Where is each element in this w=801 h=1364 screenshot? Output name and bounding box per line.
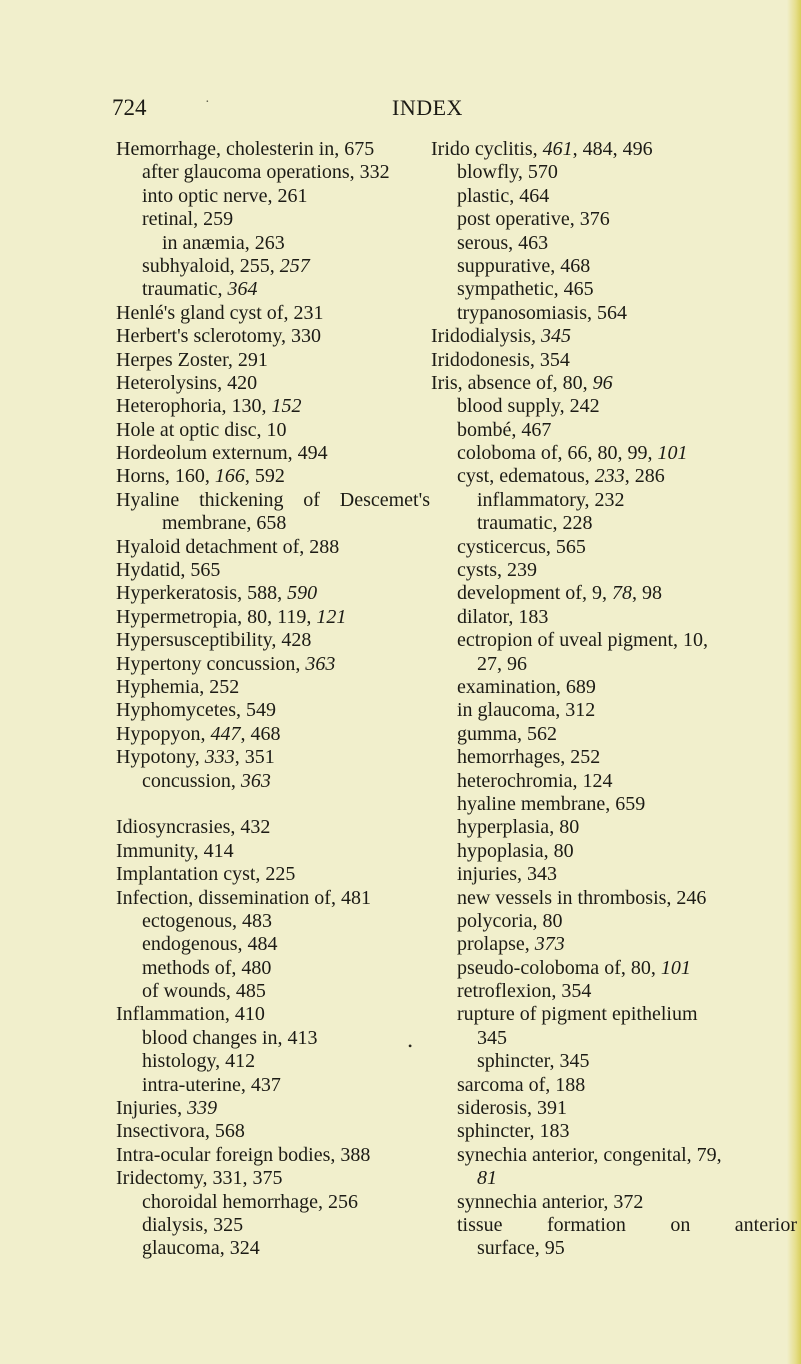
entry-text: concussion, xyxy=(142,769,241,792)
entry-italic-page: 257 xyxy=(279,254,310,277)
entry-text: sphincter, 183 xyxy=(457,1120,570,1143)
entry-text: Intra-ocular foreign bodies, 388 xyxy=(116,1143,371,1166)
index-entry xyxy=(431,395,791,418)
entry-text-after: , 484, 496 xyxy=(572,138,653,160)
entry-text: after glaucoma operations, 332 xyxy=(142,161,390,184)
index-entry xyxy=(431,1214,797,1237)
index-entry xyxy=(431,933,791,956)
entry-text: Heterophoria, 130, xyxy=(116,395,272,418)
entry-text: 27, 96 xyxy=(477,652,527,675)
entry-text: hypoplasia, 80 xyxy=(457,839,574,862)
index-entry xyxy=(431,278,791,301)
right-index-column xyxy=(431,138,797,1261)
index-entry xyxy=(116,723,461,746)
entry-text: Insectivora, 568 xyxy=(116,1120,245,1143)
index-entry xyxy=(116,138,461,161)
entry-text: Hyaline thickening of Descemet's xyxy=(116,488,430,511)
entry-text: injuries, 343 xyxy=(457,863,557,886)
entry-text: retroflexion, 354 xyxy=(457,980,592,1003)
index-entry xyxy=(116,653,461,676)
index-entry xyxy=(431,1120,791,1143)
index-entry xyxy=(431,1237,791,1260)
entry-text: traumatic, 228 xyxy=(477,512,593,535)
index-entry xyxy=(431,887,791,910)
page-title: INDEX xyxy=(392,95,463,120)
entry-text: Iridodonesis, 354 xyxy=(431,348,570,371)
index-entry xyxy=(116,442,461,465)
entry-text: Hypotony, xyxy=(116,746,205,769)
index-entry xyxy=(116,887,461,910)
entry-text: ectropion of uveal pigment, 10, xyxy=(457,629,709,652)
index-entry xyxy=(431,185,791,208)
entry-text: sphincter, 345 xyxy=(477,1050,590,1073)
index-entry xyxy=(116,770,461,793)
entry-text: hyperplasia, 80 xyxy=(457,816,580,839)
entry-text: polycoria, 80 xyxy=(457,909,563,932)
index-entry xyxy=(116,1074,461,1097)
index-entry xyxy=(431,723,791,746)
index-entry xyxy=(431,793,791,816)
entry-italic-page: 363 xyxy=(305,652,336,675)
entry-text: gumma, 562 xyxy=(457,722,557,745)
entry-text: Hypersusceptibility, 428 xyxy=(116,629,312,652)
entry-italic-page: 373 xyxy=(534,933,565,956)
index-entry xyxy=(116,465,461,488)
entry-text: Hordeolum externum, 494 xyxy=(116,442,328,465)
entry-italic-page: 364 xyxy=(227,278,258,301)
entry-italic-page: 166 xyxy=(214,465,245,488)
entry-text: synnechia anterior, 372 xyxy=(457,1190,644,1213)
entry-text: prolapse, xyxy=(457,933,535,956)
entry-text: plastic, 464 xyxy=(457,184,550,207)
entry-text: Herpes Zoster, 291 xyxy=(116,348,268,371)
index-entry xyxy=(116,1237,461,1260)
entry-text: Hyaloid detachment of, 288 xyxy=(116,535,340,558)
index-entry xyxy=(116,699,461,722)
entry-text: development of, 9, xyxy=(457,582,612,605)
entry-italic-page: 363 xyxy=(240,769,271,792)
entry-text: Hemorrhage, cholesterin in, 675 xyxy=(116,138,375,160)
index-entry xyxy=(431,863,791,886)
index-entry xyxy=(116,606,461,629)
index-entry xyxy=(116,208,461,231)
entry-italic-page: 96 xyxy=(592,371,613,394)
entry-text: Iridodialysis, xyxy=(431,325,541,348)
header-dot: · xyxy=(205,95,210,110)
entry-italic-page: 101 xyxy=(657,442,688,465)
index-entry xyxy=(431,676,791,699)
entry-text: tissue formation on anterior xyxy=(457,1213,797,1236)
index-entry xyxy=(431,1050,791,1073)
index-entry xyxy=(431,770,791,793)
entry-text: Inflammation, 410 xyxy=(116,1003,265,1026)
entry-italic-page: 590 xyxy=(287,582,318,605)
entry-text: Henlé's gland cyst of, 231 xyxy=(116,301,324,324)
entry-text: hyaline membrane, 659 xyxy=(457,792,646,815)
index-entry xyxy=(116,255,461,278)
index-entry xyxy=(431,489,791,512)
index-entry xyxy=(116,395,461,418)
entry-text: Implantation cyst, 225 xyxy=(116,863,296,886)
index-entry xyxy=(116,489,430,512)
index-entry xyxy=(116,582,461,605)
index-entry xyxy=(431,1097,791,1120)
entry-italic-page: 461 xyxy=(542,138,573,160)
entry-text: 345 xyxy=(477,1026,507,1049)
entry-text: Hydatid, 565 xyxy=(116,559,221,582)
index-entry xyxy=(431,536,791,559)
index-entry xyxy=(116,419,461,442)
index-entry xyxy=(431,606,791,629)
index-entry xyxy=(431,161,791,184)
entry-text-after: , 98 xyxy=(631,582,662,605)
index-entry xyxy=(431,1167,791,1190)
page-number: 724 xyxy=(112,95,147,120)
entry-text: trypanosomiasis, 564 xyxy=(457,301,627,324)
entry-text: post operative, 376 xyxy=(457,208,610,231)
index-entry xyxy=(116,816,461,839)
entry-text: endogenous, 484 xyxy=(142,933,278,956)
index-entry xyxy=(431,1027,791,1050)
entry-text: histology, 412 xyxy=(142,1050,256,1073)
entry-italic-page: 233 xyxy=(594,465,625,488)
entry-text: Infection, dissemination of, 481 xyxy=(116,886,371,909)
entry-text: coloboma of, 66, 80, 99, xyxy=(457,442,658,465)
entry-text: in anæmia, 263 xyxy=(162,231,285,254)
entry-italic-page: 333 xyxy=(204,746,235,769)
entry-text: Hypertony concussion, xyxy=(116,652,306,675)
index-entry xyxy=(431,442,791,465)
index-entry xyxy=(116,161,461,184)
entry-italic-page: 345 xyxy=(541,325,571,348)
entry-text-after: , 286 xyxy=(624,465,665,488)
entry-text: cysticercus, 565 xyxy=(457,535,586,558)
entry-text: examination, 689 xyxy=(457,675,596,698)
index-entry xyxy=(116,676,461,699)
index-entry xyxy=(116,933,461,956)
index-entry xyxy=(116,302,461,325)
entry-text: Hypermetropia, 80, 119, xyxy=(116,605,317,628)
entry-text-after: , 468 xyxy=(240,722,281,745)
index-entry xyxy=(431,910,791,933)
left-index-column xyxy=(116,138,461,1261)
index-entry xyxy=(431,1003,791,1026)
index-entry xyxy=(431,1144,791,1167)
index-entry xyxy=(431,325,791,348)
entry-text: Idiosyncrasies, 432 xyxy=(116,816,271,839)
entry-text: into optic nerve, 261 xyxy=(142,184,308,207)
entry-text: intra-uterine, 437 xyxy=(142,1073,281,1096)
index-entry xyxy=(431,746,791,769)
index-entry xyxy=(431,255,791,278)
index-entry xyxy=(431,840,791,863)
entry-text: ectogenous, 483 xyxy=(142,909,272,932)
entry-text: dilator, 183 xyxy=(457,605,549,628)
index-entry xyxy=(431,419,791,442)
entry-text: heterochromia, 124 xyxy=(457,769,613,792)
entry-text: rupture of pigment epithelium xyxy=(457,1003,698,1026)
entry-italic-page: 447 xyxy=(210,722,241,745)
entry-text: bombé, 467 xyxy=(457,418,552,441)
index-entry xyxy=(431,980,791,1003)
index-entry xyxy=(116,957,461,980)
entry-italic-page: 78 xyxy=(611,582,632,605)
entry-text: serous, 463 xyxy=(457,231,549,254)
entry-text: Hyphemia, 252 xyxy=(116,675,240,698)
entry-text: Injuries, xyxy=(116,1097,188,1120)
entry-italic-page: 81 xyxy=(477,1167,497,1190)
entry-text: methods of, 480 xyxy=(142,956,272,979)
index-entry xyxy=(116,372,461,395)
entry-text: dialysis, 325 xyxy=(142,1213,244,1236)
index-entry xyxy=(431,372,791,395)
index-entry xyxy=(116,746,461,769)
entry-text: membrane, 658 xyxy=(162,512,287,535)
index-entry xyxy=(431,629,791,652)
entry-italic-page: 121 xyxy=(316,605,347,628)
index-entry xyxy=(116,185,461,208)
index-entry xyxy=(431,816,791,839)
entry-text: Hyperkeratosis, 588, xyxy=(116,582,288,605)
entry-text: Heterolysins, 420 xyxy=(116,371,258,394)
entry-text: Iridectomy, 331, 375 xyxy=(116,1167,283,1190)
index-entry xyxy=(431,957,791,980)
index-entry xyxy=(116,536,461,559)
entry-italic-page: 101 xyxy=(660,956,691,979)
index-entry xyxy=(431,208,791,231)
index-entry xyxy=(431,302,791,325)
entry-text: Hyphomycetes, 549 xyxy=(116,699,276,722)
entry-text: Horns, 160, xyxy=(116,465,215,488)
entry-text-after: , 592 xyxy=(244,465,285,488)
entry-text: Hole at optic disc, 10 xyxy=(116,418,287,441)
entry-text: suppurative, 468 xyxy=(457,254,591,277)
index-entry xyxy=(431,138,791,161)
entry-text: sympathetic, 465 xyxy=(457,278,594,301)
index-entry xyxy=(431,349,791,372)
entry-text: of wounds, 485 xyxy=(142,980,266,1003)
index-entry xyxy=(116,910,461,933)
index-entry xyxy=(116,1167,461,1190)
index-entry xyxy=(431,1191,791,1214)
entry-text: Iris, absence of, 80, xyxy=(431,371,593,394)
entry-text: blowfly, 570 xyxy=(457,161,558,184)
index-entry xyxy=(431,232,791,255)
index-entry xyxy=(116,559,461,582)
entry-italic-page: 339 xyxy=(187,1097,218,1120)
index-entry xyxy=(116,1144,461,1167)
index-entry xyxy=(116,980,461,1003)
entry-text: Hypopyon, xyxy=(116,722,211,745)
index-entry xyxy=(116,278,461,301)
index-entry xyxy=(116,863,461,886)
entry-text: synechia anterior, congenital, 79, xyxy=(457,1143,722,1166)
entry-text: Herbert's sclerotomy, 330 xyxy=(116,325,322,348)
entry-text: cysts, 239 xyxy=(457,559,537,582)
entry-text: traumatic, xyxy=(142,278,228,301)
index-entry xyxy=(116,512,461,535)
entry-text: cyst, edematous, xyxy=(457,465,595,488)
entry-text: Irido cyclitis, xyxy=(431,138,543,160)
index-entry xyxy=(116,1097,461,1120)
index-entry xyxy=(431,582,791,605)
stray-mark: • xyxy=(408,1039,413,1053)
index-entry xyxy=(431,465,791,488)
index-entry xyxy=(116,325,461,348)
entry-text: blood changes in, 413 xyxy=(142,1026,318,1049)
index-entry xyxy=(116,629,461,652)
entry-text: retinal, 259 xyxy=(142,208,234,231)
index-entry xyxy=(116,840,461,863)
entry-text: choroidal hemorrhage, 256 xyxy=(142,1190,359,1213)
entry-text: inflammatory, 232 xyxy=(477,488,625,511)
index-entry xyxy=(116,232,461,255)
entry-text: new vessels in thrombosis, 246 xyxy=(457,886,707,909)
entry-text: glaucoma, 324 xyxy=(142,1237,260,1260)
index-entry xyxy=(431,1074,791,1097)
entry-text: pseudo-coloboma of, 80, xyxy=(457,956,661,979)
entry-text: blood supply, 242 xyxy=(457,395,600,418)
page-header xyxy=(112,95,732,125)
index-entry xyxy=(116,1003,461,1026)
entry-text-after: , 351 xyxy=(234,746,275,769)
index-entry xyxy=(116,1120,461,1143)
entry-text: in glaucoma, 312 xyxy=(457,699,596,722)
index-entry xyxy=(116,1214,461,1237)
entry-text: siderosis, 391 xyxy=(457,1097,567,1120)
entry-text: hemorrhages, 252 xyxy=(457,746,601,769)
index-entry xyxy=(431,699,791,722)
index-entry xyxy=(431,559,791,582)
entry-text: subhyaloid, 255, xyxy=(142,254,280,277)
entry-text: surface, 95 xyxy=(477,1237,565,1260)
entry-text: sarcoma of, 188 xyxy=(457,1073,586,1096)
index-entry xyxy=(116,1191,461,1214)
entry-text: Immunity, 414 xyxy=(116,839,234,862)
entry-italic-page: 152 xyxy=(271,395,302,418)
index-entry xyxy=(431,653,791,676)
index-entry xyxy=(431,512,791,535)
index-entry xyxy=(116,349,461,372)
index-entry xyxy=(116,793,461,816)
